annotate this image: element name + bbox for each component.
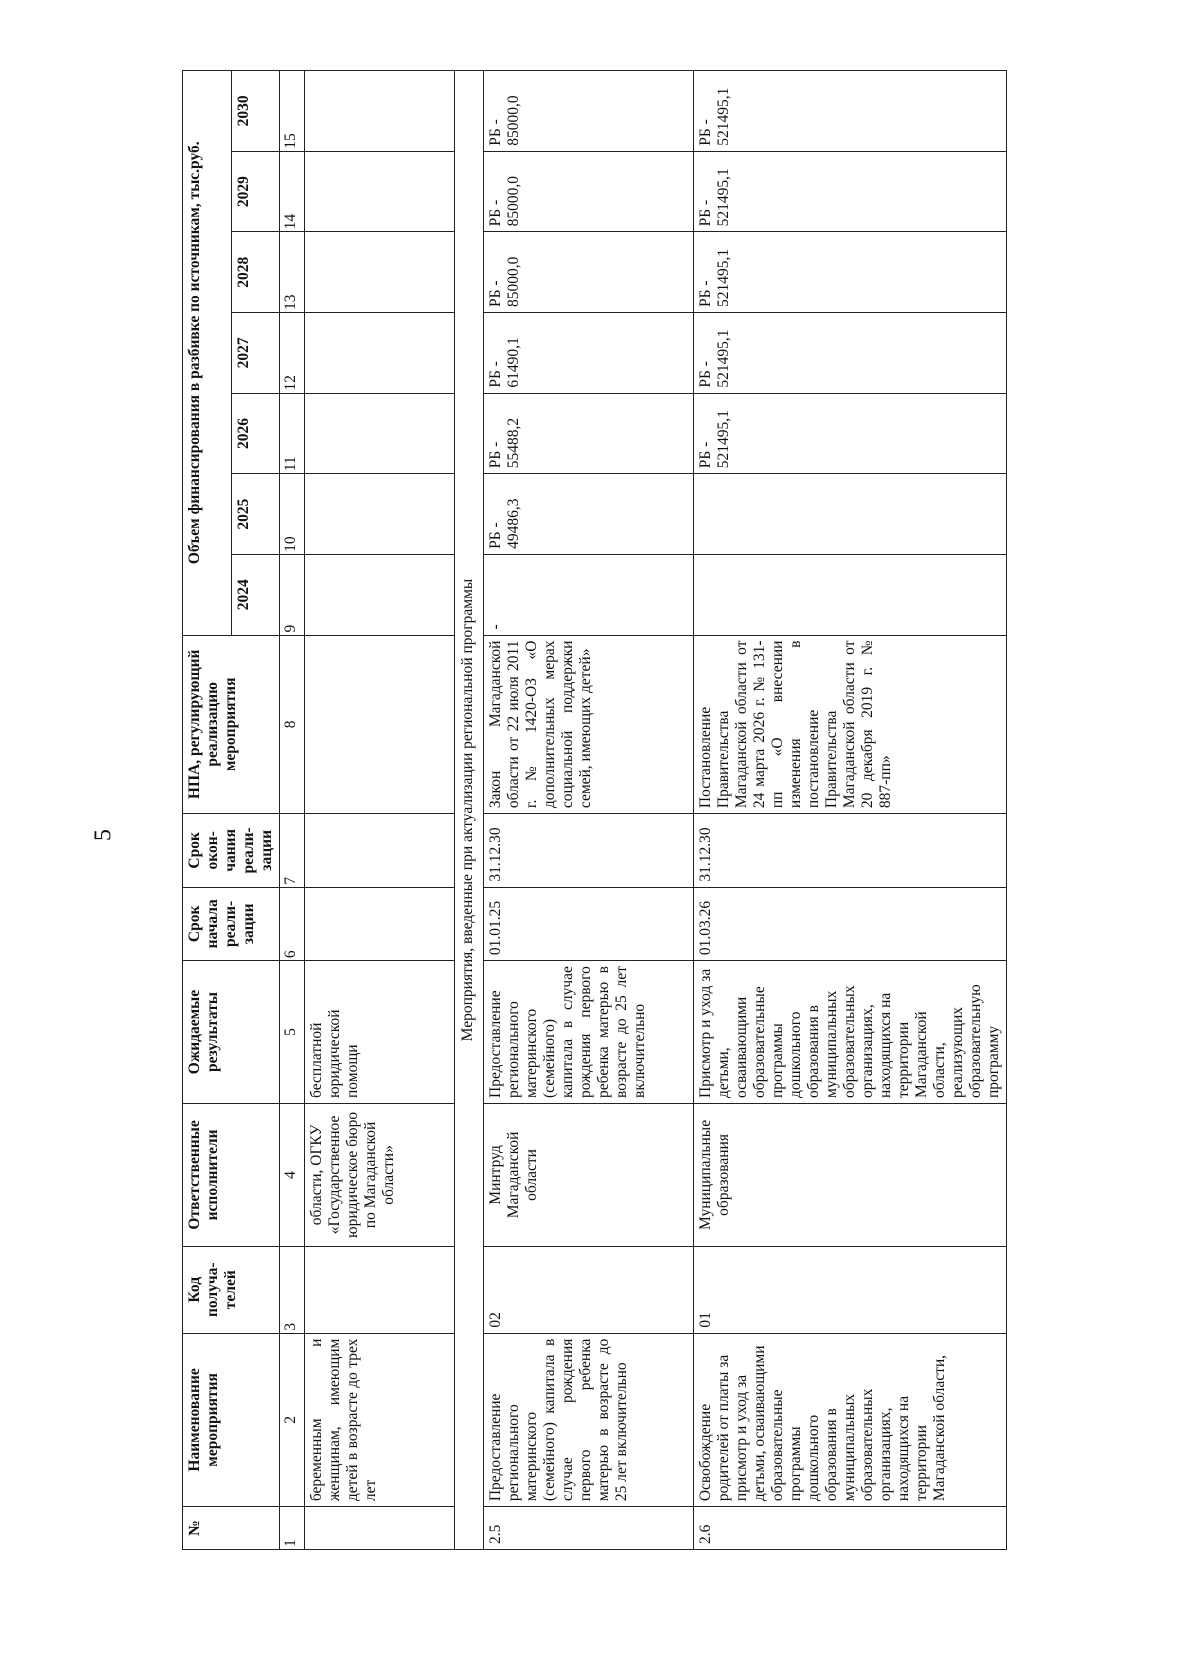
landscape-sheet (182, 70, 1062, 1550)
row-funding-cell (305, 554, 455, 635)
row-funding-cell: РБ - 49486,3 (484, 474, 694, 555)
col-no-header: № (183, 1507, 280, 1550)
row-funding-cell: РБ - 85000,0 (484, 71, 694, 152)
row-funding-cell: РБ - 521495,1 (694, 232, 1007, 313)
row-executors: Муниципальные образования (694, 1103, 1007, 1246)
row-name: Освобождение родителей от платы за присмотр и уход за детьми, осваивающими образовательные программы дошкольного образования в муниципальных образовательных организациях, находящихся на территории Магаданской области, (694, 1333, 1007, 1507)
program-table (182, 70, 1007, 1550)
col-results-header: Ожидаемые результаты (183, 961, 280, 1104)
row-name: беременным и женщинам, имеющим детей в возрасте до трех лет (305, 1333, 455, 1507)
col-code-header: Код получа-телей (183, 1246, 280, 1333)
row-funding-cell (694, 474, 1007, 555)
row-code: 02 (484, 1246, 694, 1333)
year-header: 2026 (231, 393, 280, 474)
column-index: 11 (280, 393, 305, 474)
row-funding-cell: РБ - 55488,2 (484, 393, 694, 474)
column-index: 10 (280, 474, 305, 555)
row-executors: области, ОГКУ «Государственное юридическое бюро по Магаданской области» (305, 1103, 455, 1246)
row-npa (305, 635, 455, 814)
row-end: 31.12.30 (484, 814, 694, 887)
row-funding-cell (305, 393, 455, 474)
col-funding-header: Объем финансирования в разбивке по источникам, тыс.руб. (183, 71, 232, 636)
year-header: 2030 (231, 71, 280, 152)
row-funding-cell (305, 71, 455, 152)
row-no: 2.6 (694, 1507, 1007, 1550)
row-results: Предоставление регионального материнского (семейного) капитала в случае рождения первого ребенка матерью в возрасте до 25 лет включительно (484, 961, 694, 1104)
row-funding-cell: РБ - 61490,1 (484, 313, 694, 394)
col-npa-header: НПА, регулирующий реализацию мероприятия (183, 635, 280, 814)
col-end-header: Срок окон-чания реали-зации (183, 814, 280, 887)
column-index: 3 (280, 1246, 305, 1333)
row-npa: Закон Магаданской области от 22 июля 2011 г. № 1420-ОЗ «О дополнительных мерах социальной поддержки семей, имеющих детей» (484, 635, 694, 814)
column-index: 15 (280, 71, 305, 152)
section-row (455, 71, 484, 1550)
row-results: бесплатной юридической помощи (305, 961, 455, 1104)
column-index-row (280, 71, 305, 1550)
header-row (183, 71, 232, 1550)
row-funding-cell: РБ - 521495,1 (694, 71, 1007, 152)
row-no: 2.5 (484, 1507, 694, 1550)
row-name: Предоставление регионального материнского (семейного) капитала в случае рождения первого ребенка матерью в возрасте до 25 лет включительно (484, 1333, 694, 1507)
year-header: 2028 (231, 232, 280, 313)
year-header: 2024 (231, 554, 280, 635)
row-funding-cell: - (484, 554, 694, 635)
row-end: 31.12.30 (694, 814, 1007, 887)
table-row (694, 71, 1007, 1550)
column-index: 5 (280, 961, 305, 1104)
col-executors-header: Ответственные исполнители (183, 1103, 280, 1246)
row-start: 01.01.25 (484, 887, 694, 960)
row-funding-cell (305, 151, 455, 232)
year-header: 2029 (231, 151, 280, 232)
row-no (305, 1507, 455, 1550)
row-funding-cell: РБ - 521495,1 (694, 393, 1007, 474)
column-index: 6 (280, 887, 305, 960)
page-number: 5 (90, 829, 117, 841)
continued-row (305, 71, 455, 1550)
column-index: 1 (280, 1507, 305, 1550)
row-results: Присмотр и уход за детьми, осваивающими образовательные программы дошкольного образования в муниципальных образовательных организациях, находящихся на территории Магаданской области, реализующих образовательную программу (694, 961, 1007, 1104)
row-funding-cell: РБ - 521495,1 (694, 151, 1007, 232)
table-row (484, 71, 694, 1550)
column-index: 2 (280, 1333, 305, 1507)
row-funding-cell (305, 313, 455, 394)
row-code (305, 1246, 455, 1333)
row-start (305, 887, 455, 960)
column-index: 8 (280, 635, 305, 814)
year-header: 2025 (231, 474, 280, 555)
section-title: Мероприятия, введенные при актуализации региональной программы (455, 71, 484, 1550)
column-index: 4 (280, 1103, 305, 1246)
row-funding-cell: РБ - 521495,1 (694, 313, 1007, 394)
row-code: 01 (694, 1246, 1007, 1333)
col-name-header: Наименование мероприятия (183, 1333, 280, 1507)
row-npa: Постановление Правительства Магаданской области от 24 марта 2026 г. № 131-пп «О внесении изменения в постановление Правительства Магаданской области от 20 декабря 2019 г. № 887-пп» (694, 635, 1007, 814)
column-index: 7 (280, 814, 305, 887)
row-funding-cell: РБ - 85000,0 (484, 232, 694, 313)
column-index: 14 (280, 151, 305, 232)
row-start: 01.03.26 (694, 887, 1007, 960)
row-end (305, 814, 455, 887)
column-index: 9 (280, 554, 305, 635)
row-funding-cell (694, 554, 1007, 635)
column-index: 12 (280, 313, 305, 394)
row-funding-cell (305, 232, 455, 313)
row-executors: Минтруд Магаданской области (484, 1103, 694, 1246)
row-funding-cell (305, 474, 455, 555)
row-funding-cell: РБ - 85000,0 (484, 151, 694, 232)
column-index: 13 (280, 232, 305, 313)
year-header: 2027 (231, 313, 280, 394)
col-start-header: Срок начала реали-зации (183, 887, 280, 960)
